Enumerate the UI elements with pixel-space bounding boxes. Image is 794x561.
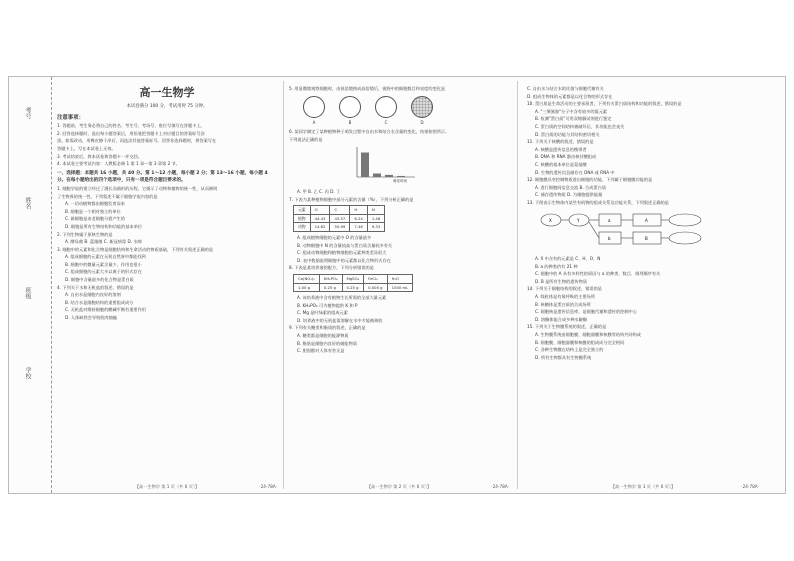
chart-bar (385, 175, 393, 177)
microscope-view-b (339, 96, 361, 118)
footer-page-label: 【高一生物学 第 1 页（共 6 页）】 (134, 484, 200, 489)
notice-line: 4. 本试卷主要考试内容：人教版必修 1 第 1 章～第 3 章第 2 节。 (57, 161, 180, 167)
option-line: C. 核酸的基本单位是氨基酸 (535, 161, 587, 167)
question-line: 6. 某同学测定了某种植物种子萌发过程中自由水和结合水含量的变化，结果如图所示。 (289, 129, 450, 135)
footer-page-label: 【高一生物学 第 3 页（共 6 页）】 (610, 484, 676, 489)
diagram-node (669, 232, 701, 244)
question-line: 15. 下列关于生物膜系统的叙述，正确的是 (527, 324, 607, 330)
question-line: 4. 下列关于水和无机盐的叙述，错误的是 (57, 284, 134, 290)
notice-line: 3. 考试结束后，将本试卷和答题卡一并交回。 (57, 153, 142, 159)
microscope-view-c (375, 96, 397, 118)
question-line: 14. 下列关于细胞结构的叙述，错误的是 (527, 286, 602, 292)
notice-line: 1. 答题前，考生务必将自己的姓名、考生号、考场号、座位号填写在答题卡上。 (57, 123, 205, 129)
table-header: KH₂PO₄ (319, 274, 342, 283)
option-line: C. 新细胞是由老细胞分裂产生的 (65, 216, 126, 222)
figure-labels (303, 119, 509, 127)
option-line: A. 甲 B. 乙 C. 丙 D. 丁 (297, 188, 341, 194)
binding-strip (9, 77, 52, 493)
table-header: O (310, 206, 330, 215)
option-line: B. a 的种类约有 21 种 (535, 263, 578, 269)
question-line: 9. 下列有关糖类和脂质的叙述，正确的是 (289, 325, 366, 331)
table-row (294, 214, 385, 223)
culture-table (293, 274, 413, 292)
question-line: 2. 下列生物属于原核生物的是 (57, 231, 113, 237)
page-column-2 (289, 85, 509, 489)
diagram-box-label: b (608, 235, 611, 241)
table-header: H₂O (387, 274, 413, 283)
option-line: C. 无机盐对维持细胞的酸碱平衡有重要作用 (65, 307, 146, 313)
table-header: C (330, 206, 350, 215)
option-line: D. 蛋白质的功能与其结构密切相关 (535, 131, 600, 137)
binding-label: 班级 (24, 287, 31, 299)
option-line: B. 细胞中的微量元素含量少，作用也很小 (65, 261, 142, 267)
option-line: D. 细胞是所有生物结构和功能的基本单位 (65, 223, 143, 229)
x-axis-label: 萌发时间 (393, 179, 407, 184)
table-cell: 7.46 (350, 223, 367, 232)
exam-subtitle: 本试卷满分 100 分，考试用时 75 分钟。 (126, 104, 208, 109)
option-line: D. 所有生物都具有生物膜系统 (535, 354, 592, 360)
table-header: 元素 (294, 206, 311, 215)
exam-title: 高一生物学 (139, 86, 195, 99)
table-cell: 动物 (294, 223, 311, 232)
option-line: B. 脂肪是细胞内良好的储能物质 (297, 340, 357, 346)
figure-label: B (348, 119, 352, 125)
table-cell: 14.62 (310, 223, 330, 232)
footer-page-label: 【高一生物学 第 2 页（共 6 页）】 (366, 484, 432, 489)
option-line: A. 自由水是细胞内良好的溶剂 (65, 292, 121, 298)
option-line: D. 溶酶体能合成多种水解酶 (535, 316, 587, 322)
option-line: A. 糖类都是细胞的能源物质 (297, 333, 349, 339)
chart-bar (361, 153, 369, 178)
question-line: 5. 用显微镜观察细胞时，由低倍镜换成高倍镜后，视野中的细胞数目和亮度的变化是 (289, 86, 446, 91)
option-line: B. 检测"蛋白质"可用双缩脲试剂进行鉴定 (535, 116, 612, 122)
binding-label: 学校 (24, 367, 31, 379)
diagram-node-label: X (549, 217, 552, 223)
option-line: C. 组成细胞的元素大多以离子的形式存在 (65, 269, 142, 275)
table-header: FeCl₃ (364, 274, 388, 283)
footer-code: ·24-78A· (741, 484, 759, 489)
option-line: B. 细胞是一个相对独立的单位 (65, 208, 121, 214)
option-line: A. 核酸是遗传信息的携带者 (535, 146, 587, 152)
table-cell: 9.33 (367, 223, 384, 232)
table-header-row (294, 206, 385, 215)
option-line: D. 生物的遗传信息储存在 DNA 或 RNA 中 (535, 169, 615, 175)
figure-label: D (420, 119, 424, 125)
question-line: 1. 细胞学说的建立经过了漫长而曲折的历程，它揭示了动物和植物的统一性，从而阐明 (57, 185, 218, 191)
question-line: 了生物界的统一性。下列叙述不属于细胞学说内容的是 (57, 193, 158, 199)
table-cell: 1.46 (367, 214, 384, 223)
option-line: B. 结合水是细胞结构的重要组成成分 (65, 299, 134, 305)
option-line: D. 培养液中的无机盐需溶解在水中才能被吸收 (297, 317, 383, 323)
diagram-arrow (589, 222, 599, 238)
question-line: 8. 下表是某培养液的配方，下列分析错误的是 (289, 265, 374, 271)
option-line: B. 细胞膜、细胞器膜和核膜的组成成分完全相同 (535, 339, 625, 345)
option-line: A. 一切动植物都由细胞发育而来 (65, 201, 125, 207)
notice-line: 答题卡上。写在本试卷上无效。 (57, 145, 116, 151)
exam-sheet (8, 76, 786, 494)
option-line: B. 动物细胞中 N 的含量较高与蛋白质含量较多有关 (297, 242, 393, 248)
question-line: C. 自由水与结合水的比值与细胞代谢有关 (527, 86, 604, 91)
element-table (293, 205, 385, 232)
option-line: B. 核糖体是蛋白质的合成场所 (535, 301, 591, 307)
page-column-3 (527, 85, 759, 489)
option-line: A. 线粒体是有氧呼吸的主要场所 (535, 294, 595, 300)
table-cell: 6.24 (350, 214, 367, 223)
table-cell: 0.005 g (364, 283, 388, 292)
table-header: N (367, 206, 384, 215)
column-divider (283, 81, 284, 489)
option-line: D. 人体缺铁会导致肌肉抽搐 (65, 315, 117, 321)
table-row (294, 283, 413, 292)
option-line: A. 酵母菌 B. 蓝细菌 C. 新冠病毒 D. 水绵 (65, 239, 142, 245)
option-line: C. 储存遗传物质 D. 为细胞提供能量 (535, 192, 603, 198)
microscope-view-d (411, 96, 433, 118)
question-line: 7. 下表为某种植物细胞中部分元素的含量（%），下列分析正确的是 (289, 196, 414, 202)
option-line: D. B 是所有生物的遗传物质 (535, 278, 587, 284)
organic-compound-diagram (533, 210, 733, 250)
option-line: D. 细胞中含量最多的化合物是蛋白质 (65, 277, 134, 283)
table-cell: 43.57 (330, 214, 350, 223)
option-line: A. 组成植物细胞的元素中 O 的含量最多 (297, 234, 372, 240)
option-line: A. 进行细胞间信息交流 B. 合成蛋白质 (535, 184, 606, 190)
binding-label: 姓名 (24, 197, 31, 209)
option-line: C. 细胞核是遗传信息库，是细胞代谢和遗传的控制中心 (535, 309, 637, 315)
diagram-node (669, 214, 701, 226)
table-cell: 55.99 (330, 223, 350, 232)
option-line: A. 该培养液中含有植物生长所需的全部大量元素 (297, 295, 387, 301)
column-divider (517, 81, 518, 489)
option-line: B. DNA 和 RNA 都由核苷酸组成 (535, 154, 597, 160)
question-line: 11. 下列关于核酸的叙述，错误的是 (527, 139, 594, 145)
table-cell: 植物 (294, 214, 311, 223)
question-line: 10. 蛋白质是生命活动的主要承担者，下列有关蛋白质结构和功能的叙述，错误的是 (527, 101, 682, 107)
option-line: C. 细胞中的 A 具有多样性的原因与 a 的种类、数目、排列顺序有关 (535, 271, 661, 277)
option-line: A. X 中含有的元素是 C、H、O、N (535, 256, 601, 262)
option-line: D. 表中数据说明细胞中的元素都以化合物形式存在 (297, 257, 391, 263)
diagram-box-label: A (645, 217, 648, 223)
option-line: C. Mg 是叶绿素的组成元素 (297, 310, 348, 316)
table-header: MgSO₄ (342, 274, 364, 283)
table-header: H (350, 206, 367, 215)
table-cell: 0.25 g (319, 283, 342, 292)
notice-heading: 注意事项： (57, 114, 84, 121)
section-heading: 一、选择题：本题共 16 小题，共 40 分。第 1～12 小题，每小题 2 分；第 13～16 小题，每小题 4 分。在每小题给出的四个选项中，只有一项是符合题目要求的。 (57, 170, 268, 184)
table-cell: 0.25 g (342, 283, 364, 292)
option-line: C. 组成动物细胞和植物细胞的元素种类差异很大 (297, 250, 387, 256)
option-line: C. 各种生物膜在结构上是完全独立的 (535, 347, 604, 353)
notice-line: 黑。如需改动，用橡皮擦干净后，再选涂其他答案标号。回答非选择题时，将答案写在 (57, 138, 217, 144)
option-line: A. "三聚氰胺"分子中含有较多的氮元素 (535, 108, 608, 114)
option-line: C. 胆固醇对人体有害无益 (297, 348, 345, 354)
binding-label: 考号 (24, 107, 31, 119)
bar-chart (349, 145, 419, 183)
footer-code: ·24-78A· (259, 484, 277, 489)
table-cell: 1.00 g (294, 283, 320, 292)
diagram-box-label: a (608, 217, 611, 223)
chart-bar (373, 174, 381, 178)
figure-label: C (384, 119, 388, 125)
question-line: 下列说法正确的是 (289, 136, 323, 142)
diagram-box-label: B (645, 235, 648, 241)
table-cell: 1000 mL (387, 283, 413, 292)
option-line: C. 蛋白质的空间结构被破坏后，其功能也会丧失 (535, 123, 625, 129)
question-line: 12. 细胞膜具有控制物质进出细胞的功能，下列属于细胞膜功能的是 (527, 177, 653, 183)
page-column-1 (57, 85, 277, 489)
figure-label: A (312, 119, 316, 125)
table-header: Ca(NO₃)₂ (294, 274, 320, 283)
diagram-node-label: Y (577, 217, 580, 223)
table-header-row (294, 274, 413, 283)
table-cell: 44.43 (310, 214, 330, 223)
question-line: 13. 下图表示生物体内某些有机物的组成关系及功能关系，下列叙述正确的是 (527, 199, 669, 205)
notice-line: 2. 回答选择题时，选出每小题答案后，用铅笔把答题卡上对应题目的答案标号涂 (57, 130, 205, 136)
table-row (294, 223, 385, 232)
question-line: D. 组成生物体的元素都是以化合物的形式存在 (527, 93, 613, 99)
option-line: A. 组成细胞的元素在无机自然界中都能找到 (65, 254, 146, 260)
option-line: B. KH₂PO₄ 可为植物提供 K 和 P (297, 302, 358, 308)
footer-code: ·24-78A· (491, 484, 509, 489)
microscope-figure (303, 96, 509, 118)
microscope-view-a (303, 96, 325, 118)
option-line: A. 生物膜系统由细胞膜、细胞器膜和核膜等结构共同构成 (535, 332, 641, 338)
question-line: 3. 细胞中的元素和化合物是细胞结构和生命活动的物质基础，下列有关叙述正确的是 (57, 246, 214, 252)
chart-bar (397, 176, 405, 177)
